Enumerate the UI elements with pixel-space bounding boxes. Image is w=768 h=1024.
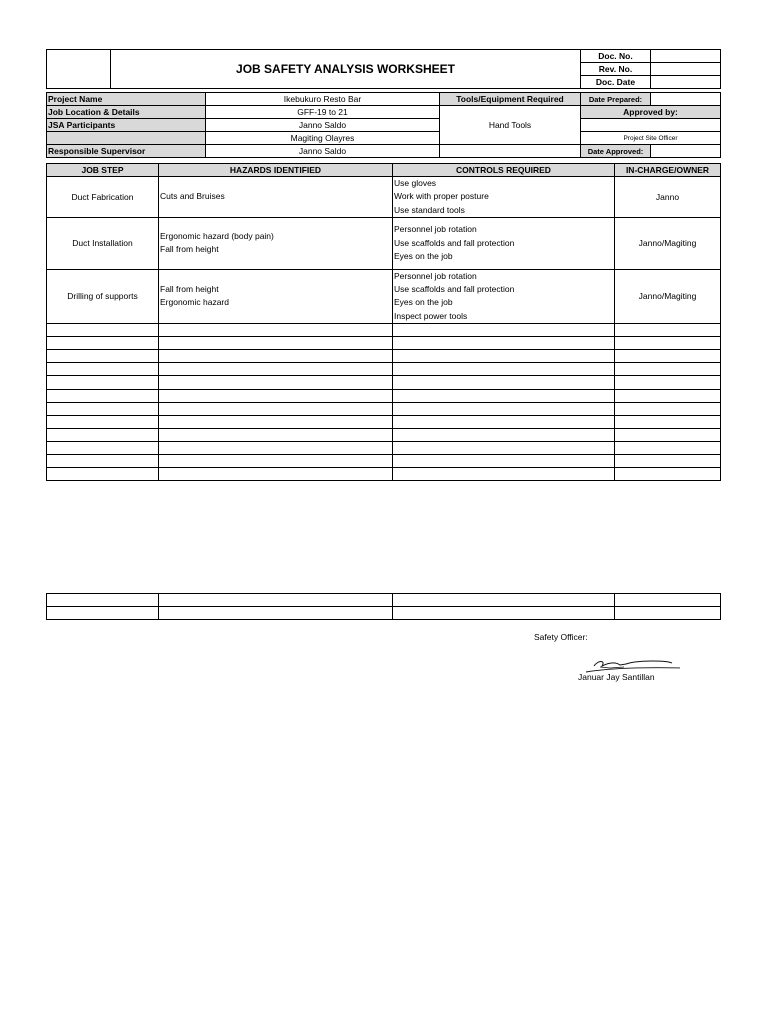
empty-cell[interactable] <box>159 607 393 620</box>
empty-cell[interactable] <box>47 337 159 350</box>
column-header-owner: IN-CHARGE/OWNER <box>615 164 721 177</box>
empty-cell[interactable] <box>615 594 721 607</box>
empty-cell[interactable] <box>159 376 393 389</box>
empty-cell[interactable] <box>393 363 615 376</box>
control-item: Personnel job rotation <box>394 270 477 281</box>
owner-cell[interactable]: Janno/Magiting <box>615 217 721 269</box>
owner-cell[interactable]: Janno <box>615 177 721 218</box>
empty-cell[interactable] <box>393 376 615 389</box>
empty-cell[interactable] <box>47 441 159 454</box>
document-header <box>46 49 721 89</box>
empty-table-row <box>47 350 721 363</box>
empty-table-row <box>47 363 721 376</box>
empty-cell[interactable] <box>159 594 393 607</box>
empty-cell[interactable] <box>615 428 721 441</box>
empty-table-row <box>47 389 721 402</box>
empty-table-row <box>47 428 721 441</box>
participant-2[interactable]: Magiting Olayres <box>206 132 440 145</box>
empty-cell[interactable] <box>615 337 721 350</box>
empty-cell[interactable] <box>615 402 721 415</box>
empty-table-row <box>47 441 721 454</box>
empty-table-row <box>47 324 721 337</box>
empty-table-row <box>47 607 721 620</box>
hazard-item: Ergonomic hazard <box>160 297 229 308</box>
control-item: Use scaffolds and fall protection <box>394 237 515 248</box>
participants-label-continued <box>47 132 206 145</box>
empty-table-row <box>47 376 721 389</box>
empty-table-row <box>47 415 721 428</box>
controls-cell[interactable] <box>393 217 615 269</box>
job-step-cell[interactable]: Duct Fabrication <box>47 177 159 218</box>
empty-cell[interactable] <box>615 607 721 620</box>
empty-cell[interactable] <box>393 428 615 441</box>
empty-cell[interactable] <box>159 415 393 428</box>
rev-no-label: Rev. No. <box>581 63 651 76</box>
safety-officer-name: Januar Jay Santillan <box>578 672 655 682</box>
control-item: Inspect power tools <box>394 310 468 321</box>
hazards-cell[interactable] <box>159 269 393 323</box>
controls-cell[interactable] <box>393 177 615 218</box>
empty-cell[interactable] <box>393 324 615 337</box>
empty-cell[interactable] <box>47 324 159 337</box>
hazard-item: Fall from height <box>160 244 219 255</box>
tools-value-bottom <box>440 145 581 158</box>
empty-cell[interactable] <box>393 468 615 481</box>
participant-1[interactable]: Janno Saldo <box>206 119 440 132</box>
empty-cell[interactable] <box>159 337 393 350</box>
empty-cell[interactable] <box>393 350 615 363</box>
table-row <box>47 217 721 269</box>
job-step-cell[interactable]: Drilling of supports <box>47 269 159 323</box>
empty-cell[interactable] <box>393 594 615 607</box>
empty-table-row <box>47 594 721 607</box>
empty-cell[interactable] <box>159 441 393 454</box>
column-header-controls: CONTROLS REQUIRED <box>393 164 615 177</box>
empty-table-row <box>47 468 721 481</box>
empty-cell[interactable] <box>615 350 721 363</box>
empty-cell[interactable] <box>159 428 393 441</box>
tools-label: Tools/Equipment Required <box>440 93 581 106</box>
empty-cell[interactable] <box>47 402 159 415</box>
empty-cell[interactable] <box>159 350 393 363</box>
empty-cell[interactable] <box>393 337 615 350</box>
empty-cell[interactable] <box>615 441 721 454</box>
tools-value[interactable]: Hand Tools <box>440 106 581 145</box>
table-row <box>47 177 721 218</box>
empty-cell[interactable] <box>615 415 721 428</box>
empty-cell[interactable] <box>159 468 393 481</box>
jsa-table <box>46 163 721 481</box>
doc-no-label: Doc. No. <box>581 50 651 63</box>
participants-label: JSA Participants <box>47 119 206 132</box>
empty-cell[interactable] <box>159 455 393 468</box>
doc-date-value[interactable] <box>651 76 721 89</box>
empty-cell[interactable] <box>47 468 159 481</box>
hazard-item: Ergonomic hazard (body pain) <box>160 231 274 242</box>
hazards-cell[interactable] <box>159 217 393 269</box>
column-header-job-step: JOB STEP <box>47 164 159 177</box>
empty-cell[interactable] <box>615 455 721 468</box>
safety-officer-label: Safety Officer: <box>534 632 588 642</box>
footer-table <box>46 593 721 620</box>
empty-cell[interactable] <box>159 389 393 402</box>
project-info-table <box>46 92 721 158</box>
empty-cell[interactable] <box>393 402 615 415</box>
controls-cell[interactable] <box>393 269 615 323</box>
empty-cell[interactable] <box>393 455 615 468</box>
empty-cell[interactable] <box>393 389 615 402</box>
empty-table-row <box>47 402 721 415</box>
document-title: JOB SAFETY ANALYSIS WORKSHEET <box>111 50 581 89</box>
job-location-value[interactable]: GFF-19 to 21 <box>206 106 440 119</box>
empty-cell[interactable] <box>615 468 721 481</box>
hazard-item: Cuts and Bruises <box>160 191 225 202</box>
control-item: Eyes on the job <box>394 251 453 262</box>
approver-signature-cell[interactable] <box>581 119 721 132</box>
supervisor-label: Responsible Supervisor <box>47 145 206 158</box>
date-approved-value[interactable] <box>651 145 721 158</box>
control-item: Personnel job rotation <box>394 224 477 235</box>
empty-cell[interactable] <box>615 363 721 376</box>
doc-no-value[interactable] <box>651 50 721 63</box>
empty-cell[interactable] <box>615 324 721 337</box>
empty-cell[interactable] <box>47 428 159 441</box>
empty-cell[interactable] <box>159 402 393 415</box>
empty-cell[interactable] <box>615 389 721 402</box>
empty-cell[interactable] <box>47 389 159 402</box>
empty-cell[interactable] <box>159 324 393 337</box>
empty-cell[interactable] <box>47 455 159 468</box>
supervisor-value[interactable]: Janno Saldo <box>206 145 440 158</box>
empty-cell[interactable] <box>47 415 159 428</box>
empty-table-row <box>47 337 721 350</box>
job-location-label: Job Location & Details <box>47 106 206 119</box>
empty-cell[interactable] <box>159 363 393 376</box>
project-name-label: Project Name <box>47 93 206 106</box>
table-row <box>47 269 721 323</box>
control-item: Eyes on the job <box>394 297 453 308</box>
hazard-item: Fall from height <box>160 284 219 295</box>
control-item: Use standard tools <box>394 204 465 215</box>
project-name-value[interactable]: Ikebukuro Resto Bar <box>206 93 440 106</box>
empty-cell[interactable] <box>47 376 159 389</box>
control-item: Work with proper posture <box>394 191 489 202</box>
approver-title: Project Site Officer <box>581 132 721 145</box>
empty-cell[interactable] <box>47 350 159 363</box>
doc-date-label: Doc. Date <box>581 76 651 89</box>
column-header-hazards: HAZARDS IDENTIFIED <box>159 164 393 177</box>
control-item: Use scaffolds and fall protection <box>394 284 515 295</box>
date-approved-label: Date Approved: <box>581 145 651 158</box>
job-step-cell[interactable]: Duct Installation <box>47 217 159 269</box>
empty-table-row <box>47 455 721 468</box>
logo-cell <box>47 50 111 89</box>
hazards-cell[interactable] <box>159 177 393 218</box>
control-item: Use gloves <box>394 178 437 188</box>
empty-cell[interactable] <box>615 376 721 389</box>
empty-cell[interactable] <box>393 415 615 428</box>
empty-cell[interactable] <box>47 594 159 607</box>
date-prepared-value[interactable] <box>651 93 721 106</box>
owner-cell[interactable]: Janno/Magiting <box>615 269 721 323</box>
empty-cell[interactable] <box>393 607 615 620</box>
date-prepared-label: Date Prepared: <box>581 93 651 106</box>
approved-by-label: Approved by: <box>581 106 721 119</box>
empty-cell[interactable] <box>393 441 615 454</box>
empty-cell[interactable] <box>47 607 159 620</box>
empty-cell[interactable] <box>47 363 159 376</box>
rev-no-value[interactable] <box>651 63 721 76</box>
